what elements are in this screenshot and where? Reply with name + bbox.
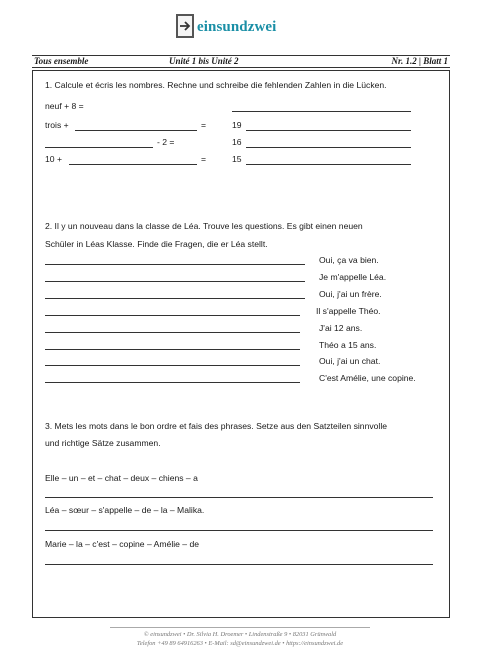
ex1-row3-suffix: - 2 =	[157, 137, 175, 147]
ex1-row4-number: 15	[232, 154, 242, 164]
ex1-row3-answer-line[interactable]	[246, 147, 411, 148]
logo-arrow-icon	[176, 14, 194, 38]
footer-rule	[110, 627, 370, 628]
ex2-question-line[interactable]	[45, 349, 300, 350]
ex2-answer: C'est Amélie, une copine.	[319, 373, 416, 383]
exercise-1-instruction: 1. Calcule et écris les nombres. Rechne und schreibe die fehlenden Zahlen in die Lücken.	[45, 80, 387, 90]
ex1-row2-prefix: trois +	[45, 120, 69, 130]
ex2-question-line[interactable]	[45, 298, 305, 299]
ex2-question-line[interactable]	[45, 264, 305, 265]
ex2-question-line[interactable]	[45, 332, 300, 333]
ex1-row2-number: 19	[232, 120, 242, 130]
ex3-word-list: Léa – sœur – s'appelle – de – la – Malika.	[45, 505, 205, 515]
ex2-answer: Oui, ça va bien.	[319, 255, 379, 265]
header-sheet-number: Nr. 1.2 | Blatt 1	[391, 56, 448, 66]
ex3-answer-line[interactable]	[45, 564, 433, 565]
ex1-row3-number: 16	[232, 137, 242, 147]
logo-text: einsundzwei	[197, 19, 277, 35]
ex2-question-line[interactable]	[45, 315, 300, 316]
ex1-row1-answer-line[interactable]	[232, 111, 411, 112]
ex1-row4-answer-line[interactable]	[246, 164, 411, 165]
ex2-answer: Oui, j'ai un frère.	[319, 289, 382, 299]
footer-contact: Telefon +49 89 64916263 • E-Mail: sd@einsundzwei.de • https://einsundzwei.de	[136, 640, 344, 647]
ex1-row4-prefix: 10 +	[45, 154, 62, 164]
ex1-row4-blank[interactable]	[69, 164, 197, 165]
header-rule-top	[32, 55, 450, 56]
header-units: Unité 1 bis Unité 2	[169, 56, 239, 66]
ex1-row1-label: neuf + 8 =	[45, 101, 84, 111]
ex1-row2-blank[interactable]	[75, 130, 197, 131]
ex2-answer: Oui, j'ai un chat.	[319, 356, 381, 366]
exercise-2-instruction-line1: 2. Il y un nouveau dans la classe de Léa. Trouve les questions. Es gibt einen neuen	[45, 221, 363, 231]
ex3-answer-line[interactable]	[45, 530, 433, 531]
ex1-row4-equals: =	[201, 154, 207, 164]
ex2-answer: Il s'appelle Théo.	[316, 306, 381, 316]
ex1-row3-blank[interactable]	[45, 147, 153, 148]
exercise-2-instruction-line2: Schüler in Léas Klasse. Finde die Fragen, die er Léa stellt.	[45, 239, 268, 249]
worksheet-frame	[32, 70, 450, 618]
ex2-question-line[interactable]	[45, 281, 305, 282]
ex2-answer: J'ai 12 ans.	[319, 323, 363, 333]
exercise-3-instruction-line1: 3. Mets les mots dans le bon ordre et fais des phrases. Setze aus den Satzteilen sinnvolle	[45, 421, 388, 431]
ex2-question-line[interactable]	[45, 365, 300, 366]
ex3-answer-line[interactable]	[45, 497, 433, 498]
ex2-question-line[interactable]	[45, 382, 300, 383]
ex2-answer: Théo a 15 ans.	[319, 340, 377, 350]
ex1-row2-equals: =	[201, 120, 207, 130]
footer-address: © einsundzwei • Dr. Silvia H. Droemer • Lindenstraße 9 • 82031 Grünwald	[143, 631, 337, 638]
header-rule-bottom	[32, 67, 450, 68]
ex3-word-list: Marie – la – c'est – copine – Amélie – de	[45, 539, 200, 549]
exercise-3-instruction-line2: und richtige Sätze zusammen.	[45, 438, 161, 448]
ex3-word-list: Elle – un – et – chat – deux – chiens – a	[45, 473, 198, 483]
header-course: Tous ensemble	[34, 56, 89, 66]
brand-logo	[176, 14, 286, 48]
ex1-row2-answer-line[interactable]	[246, 130, 411, 131]
ex2-answer: Je m'appelle Léa.	[319, 272, 387, 282]
